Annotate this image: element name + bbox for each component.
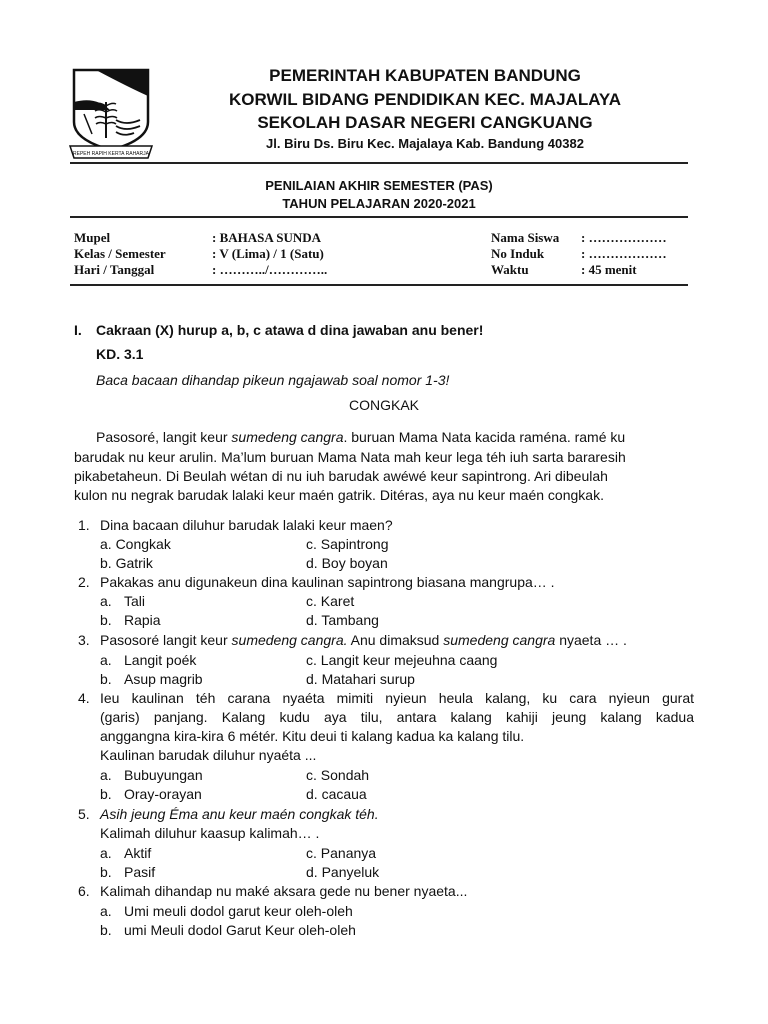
info-label-induk: No Induk [491,246,545,261]
question-5-option-b: Pasif [124,864,156,880]
passage-line-4: kulon nu negrak barudak lalaki keur maén gatrik. Ditéras, aya nu keur maén congkak. [74,487,604,503]
question-5-number: 5. [78,806,90,822]
question-4-option-b: Oray-orayan [124,786,202,802]
question-5-option-d: d. Panyeluk [306,864,380,880]
question-5-text: Kalimah diluhur kaasup kalimah… . [100,825,320,841]
info-value-induk: : ……………… [581,246,667,261]
question-2-number: 2. [78,574,90,590]
question-2-option-c: c. Karet [306,593,355,609]
question-1-text: Dina bacaan diluhur barudak lalaki keur maen? [100,517,393,533]
question-6-option-a-letter: a. [100,903,112,919]
question-3-text: Pasosoré langit keur sumedeng cangra. Anu dimaksud sumedeng cangra nyaeta … . [100,632,627,648]
info-value-kelas: : V (Lima) / 1 (Satu) [212,246,324,261]
question-4-line-2: (garis) panjang. Kalang kudu aya tilu, antara kalang kahiji jeung kalang kadua [100,709,694,725]
question-5-sentence: Asih jeung Éma anu keur maén congkak téh. [100,806,379,822]
info-label-hari: Hari / Tanggal [74,262,155,277]
question-6-number: 6. [78,883,90,899]
passage-line-2: barudak nu keur arulin. Ma’lum buruan Mama Nata mah keur lega téh iuh sarta bararesih [74,449,626,465]
exam-title: PENILAIAN AKHIR SEMESTER (PAS) [265,178,493,193]
question-3-option-d: d. Matahari surup [306,671,415,687]
exam-year: TAHUN PELAJARAN 2020-2021 [282,196,476,211]
question-5-option-a: Aktif [124,845,152,861]
question-5-option-b-letter: b. [100,864,112,880]
question-2-option-a: Tali [124,593,146,609]
question-1-option-a: a. Congkak [100,536,171,552]
question-6-option-b-letter: b. [100,922,112,938]
question-4-option-c: c. Sondah [306,767,370,783]
question-4-line-4: Kaulinan barudak diluhur nyaéta ... [100,747,317,763]
question-4-option-d: d. cacaua [306,786,367,802]
question-3-option-a-letter: a. [100,652,112,668]
question-4-line-3: anggangna kira-kira 6 métér. Kitu deui ti kalang kadua ka kalang tilu. [100,728,525,744]
question-2-option-d: d. Tambang [306,612,379,628]
question-4-option-b-letter: b. [100,786,112,802]
question-3-number: 3. [78,632,90,648]
question-1-option-d: d. Boy boyan [306,555,388,571]
question-2-option-b: Rapia [124,612,161,628]
question-1-number: 1. [78,517,90,533]
reading-instruction: Baca bacaan dihandap pikeun ngajawab soal nomor 1-3! [96,372,450,388]
question-5-option-c: c. Pananya [306,845,377,861]
question-2-text: Pakakas anu digunakeun dina kaulinan sapintrong biasana mangrupa… . [100,574,555,590]
section-instruction: Cakraan (X) hurup a, b, c atawa d dina jawaban anu bener! [96,322,484,338]
info-value-hari: : ………../………….. [212,262,328,277]
question-4-option-a: Bubuyungan [124,767,203,783]
info-value-mupel: : BAHASA SUNDA [212,230,322,245]
question-1-option-b: b. Gatrik [100,555,153,571]
question-3-option-b-letter: b. [100,671,112,687]
info-value-waktu: : 45 menit [581,262,637,277]
question-2-option-b-letter: b. [100,612,112,628]
header-korwil: KORWIL BIDANG PENDIDIKAN KEC. MAJALAYA [229,90,621,109]
reading-title: CONGKAK [348,397,419,413]
header-divider [70,162,688,164]
info-label-mupel: Mupel [74,230,111,245]
question-2-option-a-letter: a. [100,593,112,609]
info-label-kelas: Kelas / Semester [74,246,166,261]
passage-line-3: pikabetaheun. Di Beulah wétan di nu iuh barudak awéwé keur sapintrong. Ari dibeulah [74,468,608,484]
question-6-text: Kalimah dihandap nu maké aksara gede nu bener nyaeta... [100,883,468,899]
passage-line-1: Pasosoré, langit keur sumedeng cangra. buruan Mama Nata kacida raména. ramé ku [96,429,626,445]
info-label-waktu: Waktu [491,262,529,277]
question-5-option-a-letter: a. [100,845,112,861]
question-4-option-a-letter: a. [100,767,112,783]
info-top-divider [70,216,688,218]
kd-label: KD. 3.1 [96,346,144,362]
info-value-nama: : ……………… [581,230,667,245]
kabupaten-bandung-emblem-icon [66,66,156,162]
question-6-option-a: Umi meuli dodol garut keur oleh-oleh [124,903,353,919]
info-label-nama: Nama Siswa [491,230,560,245]
question-1-option-c: c. Sapintrong [306,536,389,552]
question-6-option-b: umi Meuli dodol Garut Keur oleh-oleh [124,922,356,938]
question-3-option-a: Langit poék [124,652,197,668]
section-number: I. [74,322,82,338]
question-3-option-b: Asup magrib [124,671,203,687]
header-school: SEKOLAH DASAR NEGERI CANGKUANG [257,113,593,132]
header-government: PEMERINTAH KABUPATEN BANDUNG [269,66,581,85]
question-3-option-c: c. Langit keur mejeuhna caang [306,652,498,668]
question-4-line-1: Ieu kaulinan téh carana nyaéta mimiti nyieun heula kalang, ku cara nyieun gurat [100,690,694,706]
info-bottom-divider [70,284,688,286]
question-4-number: 4. [78,690,90,706]
svg-text:REPEH RAPIH KERTA RAHARJA: REPEH RAPIH KERTA RAHARJA [73,151,149,157]
header-address: Jl. Biru Ds. Biru Kec. Majalaya Kab. Bandung 40382 [266,136,584,151]
